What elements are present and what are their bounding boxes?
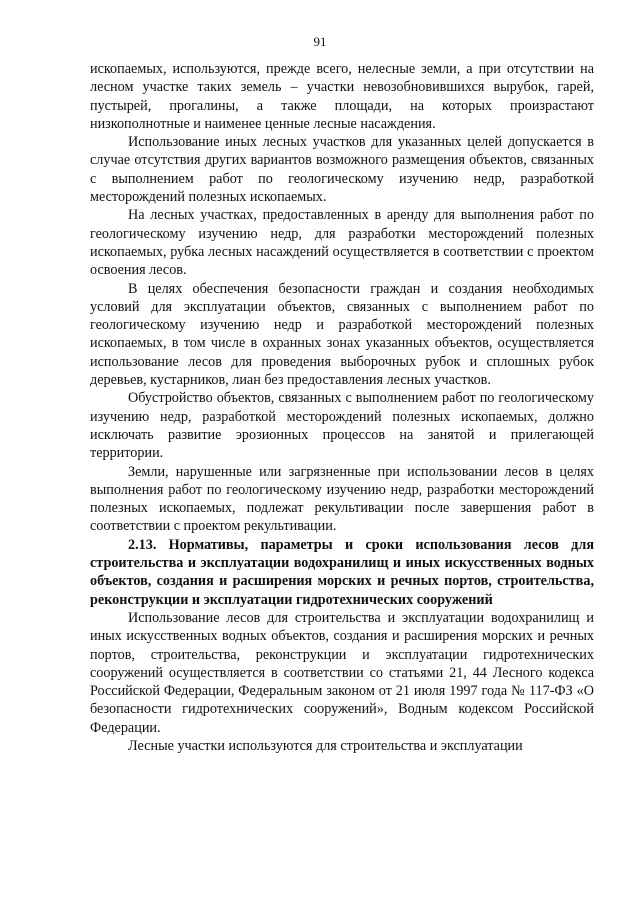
paragraph-continuation: ископаемых, используются, прежде всего, нелесные земли, а при отсутствии на лесном участке таких земель – участки невозобновившихся вырубок, гарей, пустырей, прогалины, а также площади, на которых произрастают низкополнотные и наименее ценные лесные насаждения. [90, 61, 594, 132]
paragraph-legal-basis: Использование лесов для строительства и эксплуатации водохранилищ и иных искусственных водных объектов, создания и расширения морских и речных портов, строительства, реконструкции и эксплуатации гидротехнических сооружений осуществляется в соответствии со статьями 21, 44 Лесного кодекса Российской Федерации, Федеральным законом от 21 июля 1997 года № 117-ФЗ «О безопасности гидротехнических сооружений», Водным кодексом Российской Федерации. [90, 609, 594, 736]
section-heading: 2.13. Нормативы, параметры и сроки использования лесов для строительства и эксплуатации водохранилищ и иных искусственных водных объектов, создания и расширения морских и речных портов, строительства, реконструкции и эксплуатации гидротехнических сооружений [90, 536, 594, 608]
paragraph-leased-plots: На лесных участках, предоставленных в аренду для выполнения работ по геологическому изучению недр, для разработки месторождений полезных ископаемых, рубка лесных насаждений осуществляется в соответствии с проектом освоения лесов. [90, 207, 594, 279]
document-body [90, 60, 594, 755]
paragraph-other-plots: Использование иных лесных участков для указанных целей допускается в случае отсутствия других вариантов возможного размещения объектов, связанных с выполнением работ по геологическому изучению недр, разработкой месторождений полезных ископаемых. [90, 134, 594, 206]
page-number: 91 [313, 34, 327, 49]
paragraph-erosion: Обустройство объектов, связанных с выполнением работ по геологическому изучению недр, разработкой месторождений полезных ископаемых, должно исключать развитие эрозионных процессов на занятой и прилегающей территории. [90, 390, 594, 462]
paragraph-reclamation: Земли, нарушенные или загрязненные при использовании лесов в целях выполнения работ по геологическому изучению недр, разработки месторождений полезных ископаемых, подлежат рекультивации после завершения работ в соответствии с проектом рекультивации. [90, 463, 594, 535]
paragraph-plots-usage: Лесные участки используются для строительства и эксплуатации [128, 737, 523, 754]
paragraph-safety-logging: В целях обеспечения безопасности граждан и создания необходимых условий для эксплуатации объектов, связанных с выполнением работ по геологическому изучению недр и разработкой месторождений полезных ископаемых, в том числе в охранных зонах указанных объектов, осуществляется использование лесов для проведения выборочных рубок и сплошных рубок деревьев, кустарников, лиан без предоставления лесных участков. [90, 280, 594, 389]
